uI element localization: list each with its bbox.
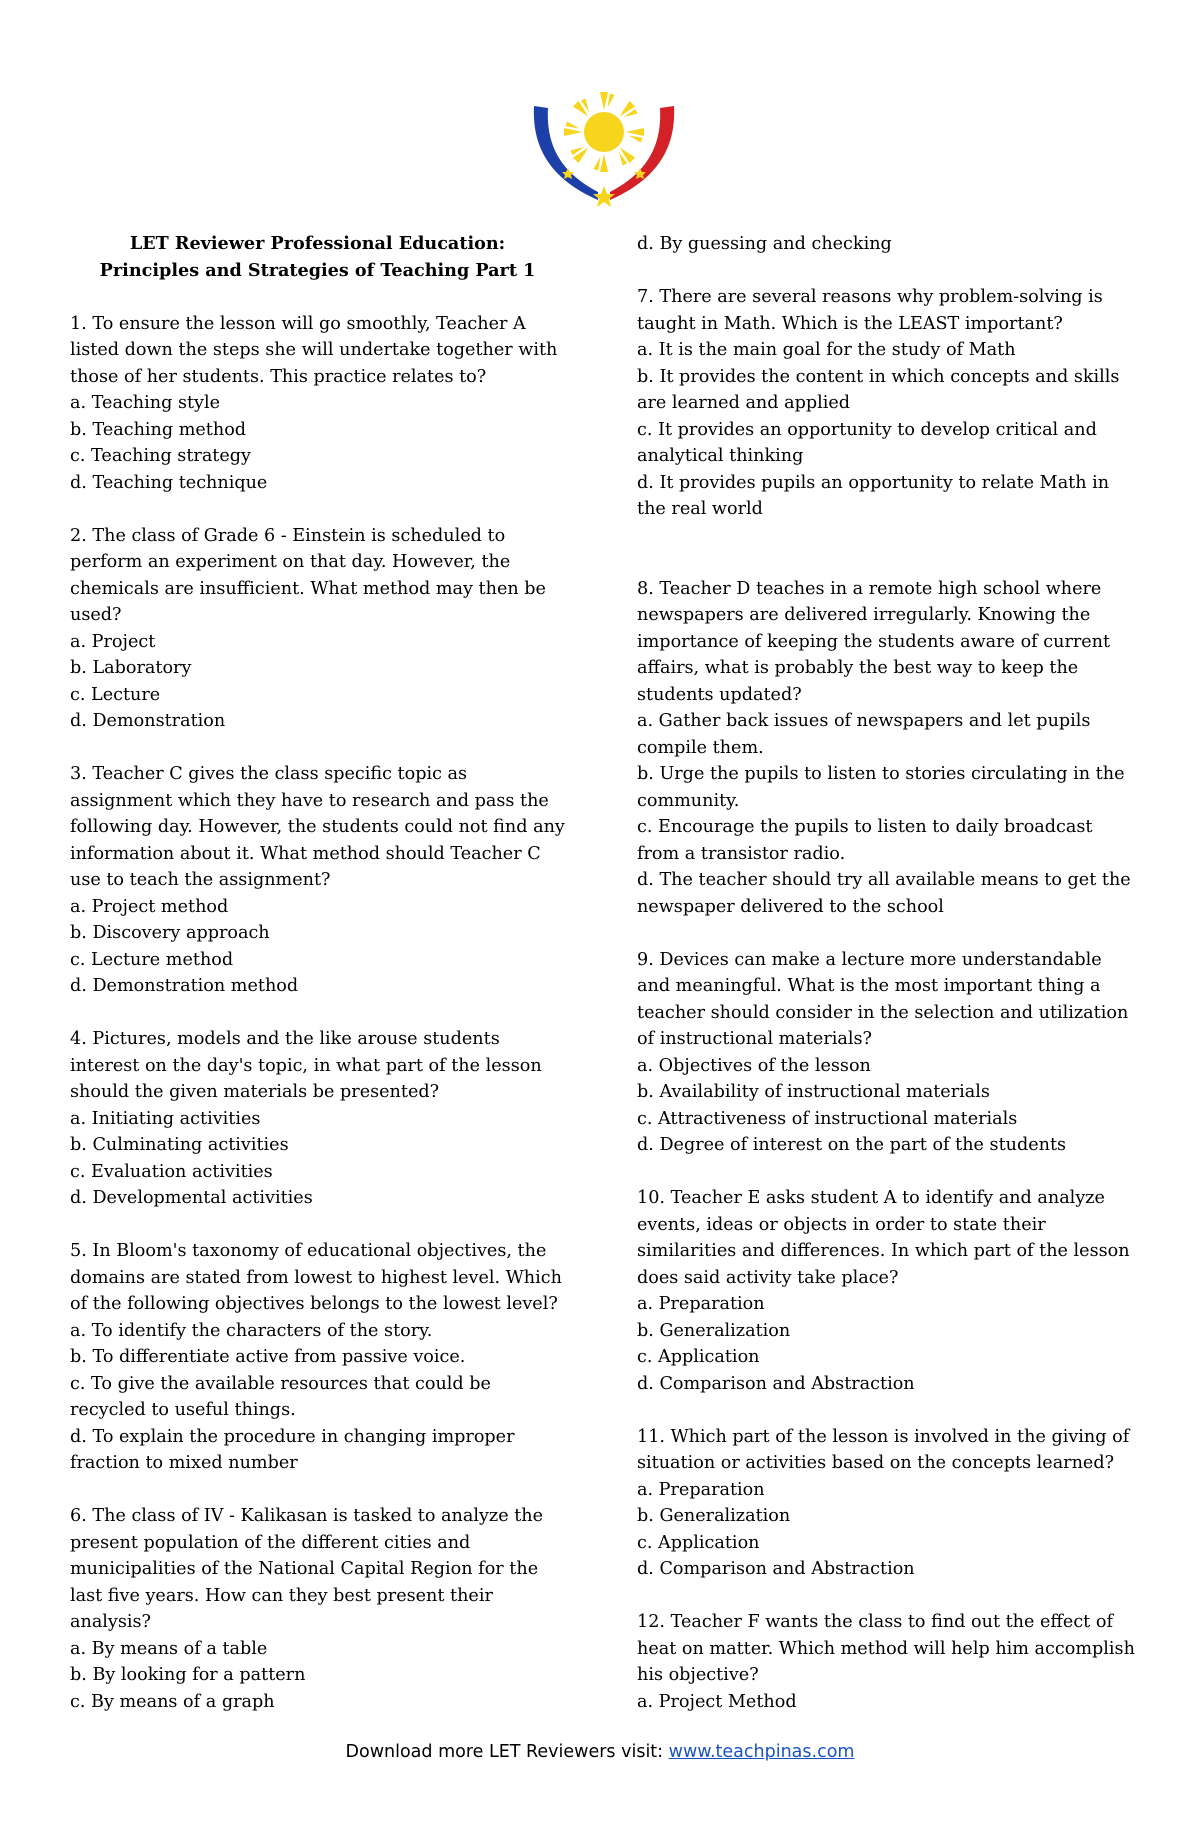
question-option: a. Project <box>70 631 156 652</box>
question-option: d. Demonstration <box>70 711 226 731</box>
question-option: d. Comparison and Abstraction <box>637 1373 915 1394</box>
question-option: b. Discovery approach <box>70 923 270 943</box>
question-option: c. Lecture method <box>70 949 234 970</box>
question-option: c. It provides an opportunity to develop critical and analytical thinking <box>637 419 1097 466</box>
question-option: a. To identify the characters of the story. <box>70 1320 433 1341</box>
question-9 <box>637 947 1137 1159</box>
question-option: a. Preparation <box>637 1479 765 1500</box>
question-option: d. Comparison and Abstraction <box>637 1559 915 1579</box>
question-option: d. Developmental activities <box>70 1188 313 1208</box>
question-stem: 6. The class of IV - Kalikasan is tasked to analyze the present population of the different cities and municipalities of the National Capital Region for the last five years. How can they best present their analysis? <box>70 1506 544 1632</box>
question-option: c. Teaching strategy <box>70 446 251 466</box>
question-option: c. Lecture <box>70 684 161 705</box>
question-option: c. Application <box>637 1347 760 1367</box>
question-6-continuation: d. By guessing and checking <box>637 234 892 254</box>
question-option: a. Objectives of the lesson <box>637 1055 871 1076</box>
footer-link[interactable]: www.teachpinas.com <box>668 1742 855 1762</box>
question-option: b. Generalization <box>637 1506 791 1526</box>
question-option: c. By means of a graph <box>70 1691 275 1712</box>
question-option: d. It provides pupils an opportunity to relate Math in the real world <box>637 472 1110 519</box>
left-column <box>70 231 565 1742</box>
question-option: c. Application <box>637 1532 760 1553</box>
question-option: a. Initiating activities <box>70 1108 261 1129</box>
question-4 <box>70 1026 565 1212</box>
page-footer <box>0 1742 1200 1762</box>
question-stem: 11. Which part of the lesson is involved in the giving of situation or activities based on the concepts learned? <box>637 1426 1130 1473</box>
question-stem: 7. There are several reasons why problem-solving is taught in Math. Which is the LEAST important? <box>637 287 1103 334</box>
question-stem: 12. Teacher F wants the class to find out the effect of heat on matter. Which method will help him accomplish his objective? <box>637 1612 1135 1685</box>
question-option: b. Culminating activities <box>70 1135 289 1155</box>
question-option: b. It provides the content in which concepts and skills are learned and applied <box>637 366 1120 413</box>
question-stem: 3. Teacher C gives the class specific topic as assignment which they have to research and pass the following day. However, the students could not find any information about it. What method should Teacher C use to teach the assignment? <box>70 764 565 890</box>
question-option: a. Teaching style <box>70 393 221 413</box>
question-5 <box>70 1238 565 1477</box>
question-option: d. Teaching technique <box>70 472 268 493</box>
question-option: a. By means of a table <box>70 1638 268 1659</box>
question-stem: 8. Teacher D teaches in a remote high school where newspapers are delivered irregularly. Knowing the importance of keeping the students aware of current affairs, what is probably the best way to keep the students updated? <box>637 578 1111 705</box>
question-option: d. To explain the procedure in changing improper fraction to mixed number <box>70 1426 515 1473</box>
question-option: d. Demonstration method <box>70 976 299 996</box>
question-10 <box>637 1185 1137 1397</box>
question-1 <box>70 311 565 497</box>
right-column <box>637 231 1137 1742</box>
question-6 <box>70 1503 565 1715</box>
question-stem: 5. In Bloom's taxonomy of educational objectives, the domains are stated from lowest to highest level. Which of the following objectives belongs to the lowest level? <box>70 1241 562 1314</box>
question-stem: 4. Pictures, models and the like arouse students interest on the day's topic, in what part of the lesson should the given materials be presented? <box>70 1029 542 1102</box>
question-option: d. Degree of interest on the part of the students <box>637 1135 1067 1155</box>
question-option: a. Gather back issues of newspapers and let pupils compile them. <box>637 711 1091 758</box>
question-option: b. Availability of instructional materials <box>637 1082 990 1102</box>
document-title <box>70 231 565 284</box>
question-option: b. To differentiate active from passive voice. <box>70 1347 466 1367</box>
question-stem: 2. The class of Grade 6 - Einstein is scheduled to perform an experiment on that day. However, the chemicals are insufficient. What method may then be used? <box>70 525 546 625</box>
question-stem: 10. Teacher E asks student A to identify and analyze events, ideas or objects in order to state their similarities and differences. In which part of the lesson does said activity take place? <box>637 1188 1130 1288</box>
title-line-2: Principles and Strategies of Teaching Part 1 <box>99 259 536 281</box>
question-option: c. Attractiveness of instructional materials <box>637 1108 1018 1129</box>
question-option: b. Urge the pupils to listen to stories circulating in the community. <box>637 764 1125 811</box>
question-7 <box>637 284 1137 523</box>
title-line-1: LET Reviewer Professional Education: <box>129 233 506 254</box>
question-option: d. The teacher should try all available means to get the newspaper delivered to the school <box>637 870 1131 917</box>
question-option: c. Encourage the pupils to listen to daily broadcast from a transistor radio. <box>637 817 1093 864</box>
question-option: c. To give the available resources that could be recycled to useful things. <box>70 1373 491 1420</box>
question-option: a. Project method <box>70 896 229 917</box>
philippine-sun-logo-icon <box>528 90 680 210</box>
footer-text: Download more LET Reviewers visit: <box>345 1742 669 1762</box>
question-option: a. Preparation <box>637 1294 765 1314</box>
question-option: b. Laboratory <box>70 658 192 678</box>
question-option: b. Generalization <box>637 1320 791 1341</box>
question-3 <box>70 761 565 1000</box>
question-11 <box>637 1424 1137 1583</box>
question-2 <box>70 523 565 735</box>
question-option: a. It is the main goal for the study of Math <box>637 340 1016 360</box>
question-option: a. Project Method <box>637 1691 797 1712</box>
question-stem: 1. To ensure the lesson will go smoothly, Teacher A listed down the steps she will undertake together with those of her students. This practice relates to? <box>70 313 558 387</box>
question-option: b. By looking for a pattern <box>70 1665 306 1685</box>
question-8 <box>637 576 1137 921</box>
question-12 <box>637 1609 1137 1715</box>
question-option: b. Teaching method <box>70 419 247 440</box>
question-option: c. Evaluation activities <box>70 1161 273 1182</box>
question-stem: 9. Devices can make a lecture more understandable and meaningful. What is the most important thing a teacher should consider in the selection and utilization of instructional materials? <box>637 949 1129 1049</box>
